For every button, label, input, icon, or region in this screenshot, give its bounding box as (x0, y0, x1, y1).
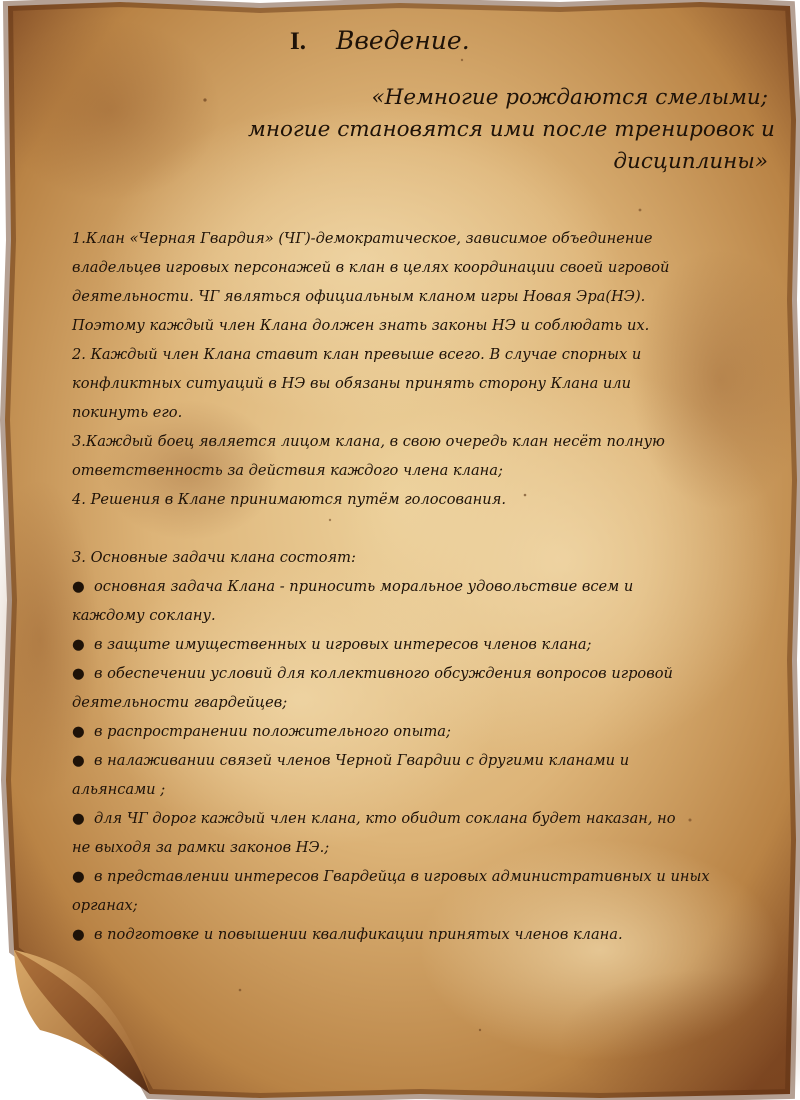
task-item-continuation: каждому соклану. (72, 607, 216, 624)
task-item-continuation: не выходя за рамки законов НЭ.; (72, 839, 330, 856)
paragraph-2 (72, 340, 752, 427)
epigraph-quote (248, 82, 775, 178)
section-heading (290, 26, 470, 57)
text-line: 1.Клан «Черная Гвардия» (ЧГ)-демократическое, зависимое объединение (72, 230, 653, 247)
task-item-text: основная задача Клана - приносить моральное удовольствие всем и (94, 578, 634, 595)
task-item-line (72, 804, 752, 833)
task-item-line (72, 630, 752, 659)
text-line: Поэтому каждый член Клана должен знать законы НЭ и соблюдать их. (72, 317, 650, 334)
task-item-text: в представлении интересов Гвардейца в игровых административных и иных (94, 868, 710, 885)
task-item-text: в защите имущественных и игровых интересов членов клана; (94, 636, 592, 653)
tasks-intro: 3. Основные задачи клана состоят: (72, 549, 356, 566)
paragraph-1 (72, 224, 752, 340)
task-item-text: в обеспечении условий для коллективного обсуждения вопросов игровой (94, 665, 673, 682)
task-item-line (72, 746, 752, 775)
bullet-icon: ● (72, 810, 85, 827)
task-item-line (72, 572, 752, 601)
bullet-icon: ● (72, 578, 85, 595)
bullet-icon: ● (72, 752, 85, 769)
task-item-text: в подготовке и повышении квалификации принятых членов клана. (94, 926, 623, 943)
task-item (72, 717, 752, 746)
task-item (72, 659, 752, 717)
bullet-icon: ● (72, 926, 85, 943)
text-line: 2. Каждый член Клана ставит клан превыше всего. В случае спорных и (72, 346, 642, 363)
task-item (72, 572, 752, 630)
text-line: 3.Каждый боец является лицом клана, в свою очередь клан несёт полную (72, 433, 665, 450)
epigraph-line: дисциплины» (613, 149, 768, 174)
tasks-list (72, 572, 752, 949)
bullet-icon: ● (72, 723, 85, 740)
task-item (72, 630, 752, 659)
document-body (72, 224, 752, 949)
paragraph-4 (72, 485, 752, 514)
text-line: ответственность за действия каждого члена клана; (72, 462, 503, 479)
task-item-text: для ЧГ дорог каждый член клана, кто обидит соклана будет наказан, но (94, 810, 676, 827)
task-item-text: в распространении положительного опыта; (94, 723, 451, 740)
task-item-continuation: органах; (72, 897, 138, 914)
section-title: Введение. (335, 26, 470, 55)
task-item (72, 746, 752, 804)
bullet-icon: ● (72, 868, 85, 885)
text-line: владельцев игровых персонажей в клан в целях координации своей игровой (72, 259, 670, 276)
text-line: деятельности. ЧГ являться официальным кланом игры Новая Эра(НЭ). (72, 288, 646, 305)
task-item-line (72, 862, 752, 891)
task-item-continuation: альянсами ; (72, 781, 166, 798)
section-number: I. (290, 28, 306, 55)
paragraph-gap (72, 514, 752, 543)
bullet-icon: ● (72, 636, 85, 653)
task-item-line (72, 659, 752, 688)
paragraph-3 (72, 427, 752, 485)
task-item-text: в налаживании связей членов Черной Гвардии с другими кланами и (94, 752, 630, 769)
text-line: конфликтных ситуаций в НЭ вы обязаны принять сторону Клана или (72, 375, 631, 392)
text-line: покинуть его. (72, 404, 183, 421)
task-item (72, 804, 752, 862)
bullet-icon: ● (72, 665, 85, 682)
task-item-line (72, 920, 752, 949)
task-item-line (72, 717, 752, 746)
task-item (72, 862, 752, 920)
task-item (72, 920, 752, 949)
task-item-continuation: деятельности гвардейцев; (72, 694, 288, 711)
text-line: 4. Решения в Клане принимаются путём голосования. (72, 491, 507, 508)
epigraph-line: многие становятся ими после тренировок и (248, 117, 775, 142)
epigraph-line: «Немногие рождаются смелыми; (371, 85, 768, 110)
